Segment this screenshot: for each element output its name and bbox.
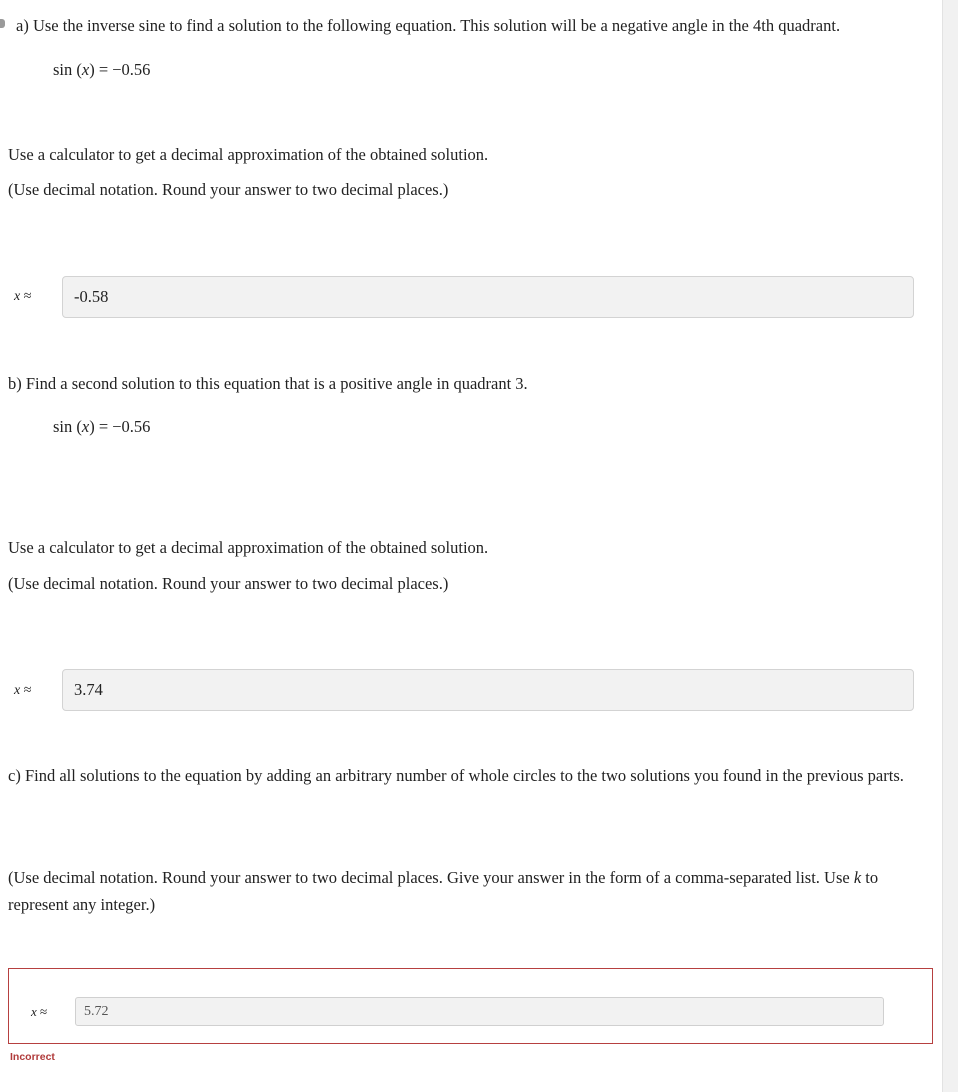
approx-symbol: ≈ bbox=[20, 289, 32, 304]
part-a-prompt: a) Use the inverse sine to find a solution to the following equation. This solution will be a negative angle in the 4th quadrant. bbox=[16, 16, 841, 35]
part-a-answer-input[interactable]: -0.58 bbox=[62, 276, 914, 318]
equation-rhs: ) = −0.56 bbox=[89, 417, 151, 436]
part-b-prompt: b) Find a second solution to this equation that is a positive angle in quadrant 3. bbox=[8, 374, 528, 393]
part-b-calc-instruction: Use a calculator to get a decimal approximation of the obtained solution. bbox=[8, 538, 489, 557]
instruction-text-after: to represent any integer.) bbox=[8, 868, 879, 914]
part-b-rounding-note: (Use decimal notation. Round your answer to two decimal places.) bbox=[8, 574, 449, 593]
part-c-instruction bbox=[8, 864, 933, 918]
approx-variable: x bbox=[14, 683, 21, 698]
part-b-answer-input[interactable]: 3.74 bbox=[62, 669, 914, 711]
part-a-approx-label bbox=[14, 288, 31, 306]
part-b-approx-label bbox=[14, 682, 31, 700]
part-a-rounding-note: (Use decimal notation. Round your answer to two decimal places.) bbox=[8, 180, 449, 199]
equation-variable: x bbox=[81, 60, 90, 79]
approx-symbol: ≈ bbox=[20, 683, 32, 698]
approx-variable: x bbox=[31, 1004, 37, 1019]
part-c-answer-input[interactable]: 5.72 bbox=[75, 997, 884, 1026]
incorrect-status-label: Incorrect bbox=[10, 1051, 55, 1063]
part-a-calc-instruction: Use a calculator to get a decimal approximation of the obtained solution. bbox=[8, 145, 489, 164]
equation-lhs: sin ( bbox=[53, 417, 82, 436]
approx-symbol: ≈ bbox=[36, 1004, 48, 1019]
question-marker-icon bbox=[0, 19, 5, 28]
k-variable: k bbox=[853, 868, 862, 887]
part-a-equation bbox=[53, 58, 150, 82]
approx-variable: x bbox=[14, 289, 21, 304]
scrollbar-track[interactable] bbox=[942, 0, 958, 1092]
equation-rhs: ) = −0.56 bbox=[89, 60, 151, 79]
equation-lhs: sin ( bbox=[53, 60, 82, 79]
instruction-text-before: (Use decimal notation. Round your answer to two decimal places. Give your answer in the form of a comma-separated list. Use bbox=[8, 868, 854, 887]
part-c-approx-label bbox=[31, 1003, 47, 1021]
part-c-prompt: c) Find all solutions to the equation by adding an arbitrary number of whole circles to the two solutions you found in the previous parts. bbox=[8, 766, 904, 785]
part-b-equation bbox=[53, 415, 150, 439]
equation-variable: x bbox=[81, 417, 90, 436]
